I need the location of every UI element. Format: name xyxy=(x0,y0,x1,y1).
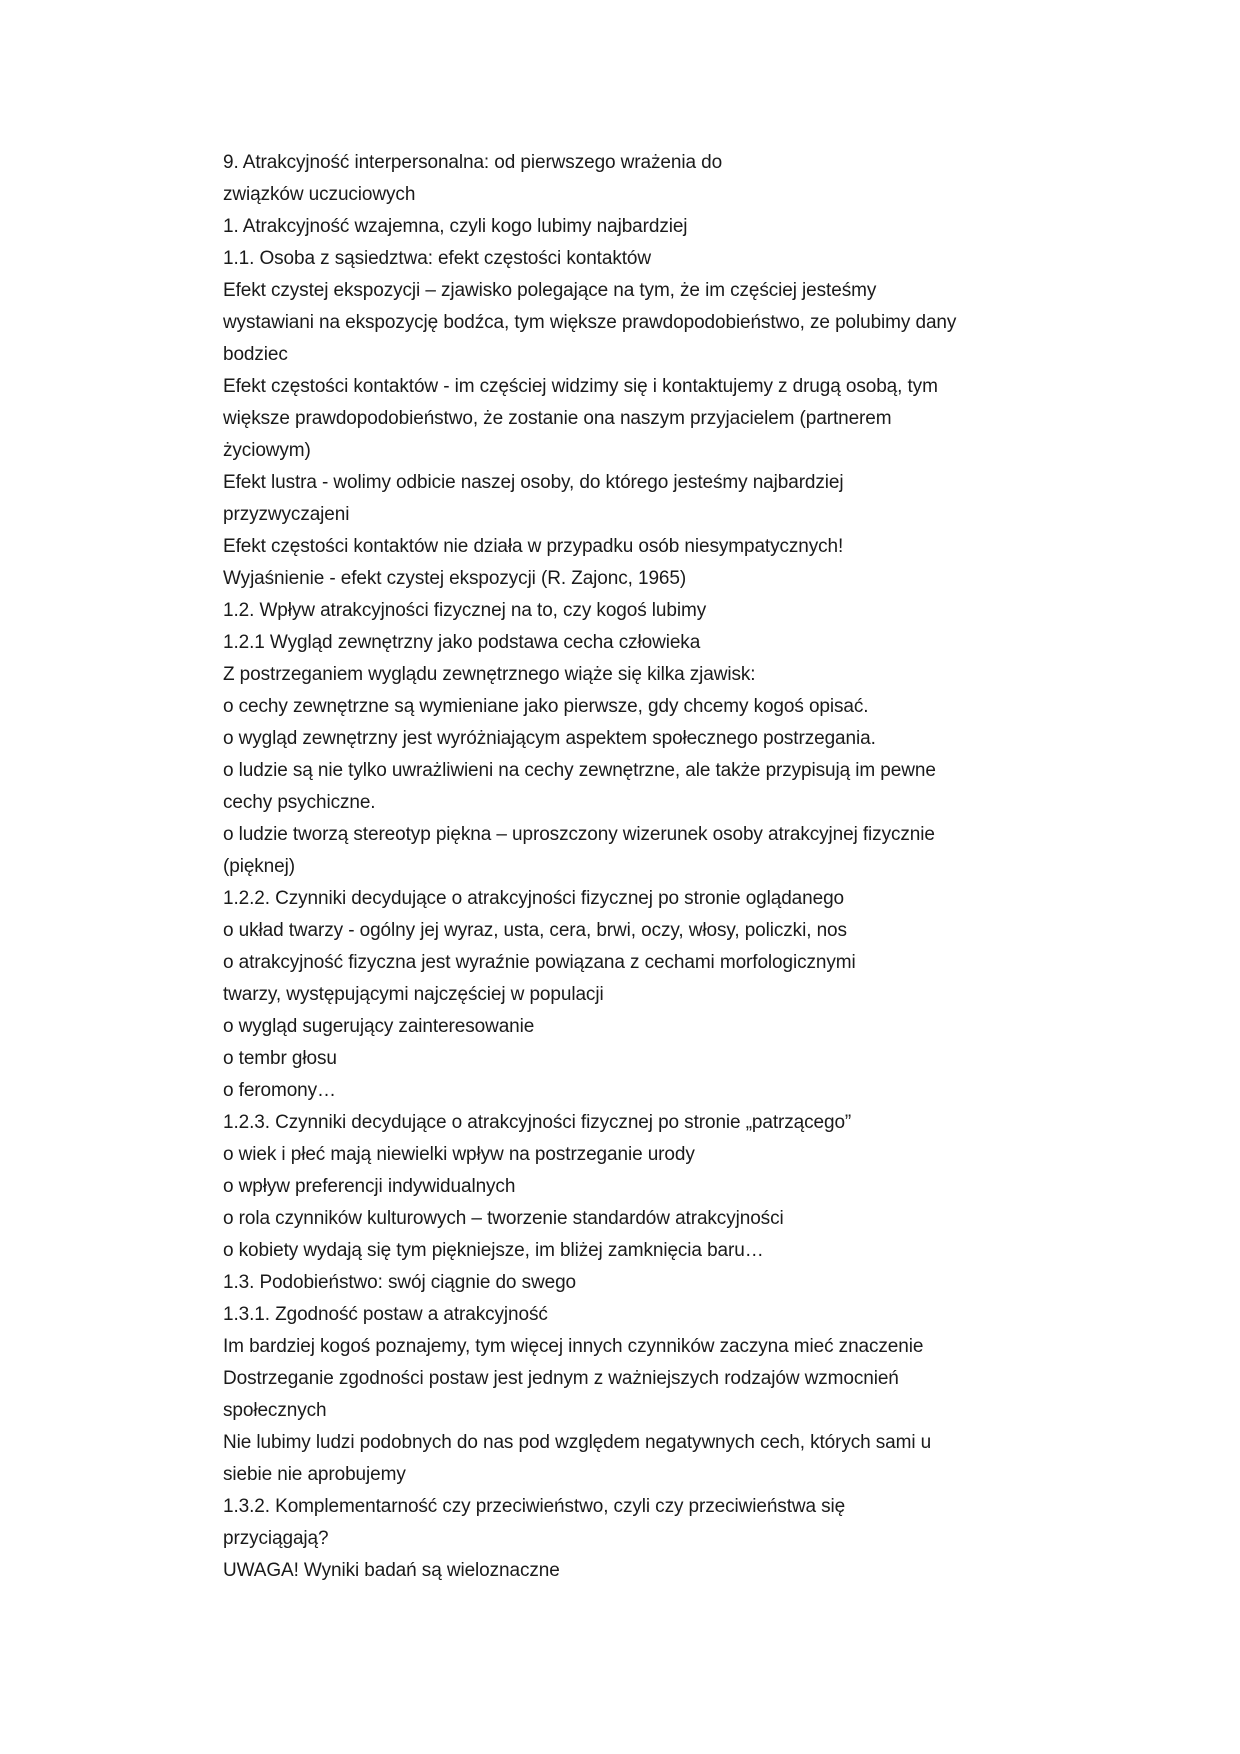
text-line: o układ twarzy - ogólny jej wyraz, usta, cera, brwi, oczy, włosy, policzki, nos xyxy=(223,920,847,941)
text-line: 1.3.1. Zgodność postaw a atrakcyjność xyxy=(223,1304,548,1325)
text-line: (pięknej) xyxy=(223,856,295,877)
text-line: związków uczuciowych xyxy=(223,184,416,205)
text-line: przyciągają? xyxy=(223,1528,329,1549)
text-line: 1.2. Wpływ atrakcyjności fizycznej na to, czy kogoś lubimy xyxy=(223,600,707,621)
text-line: UWAGA! Wyniki badań są wieloznaczne xyxy=(223,1560,560,1581)
text-line: o ludzie są nie tylko uwrażliwieni na cechy zewnętrzne, ale także przypisują im pewne xyxy=(223,760,936,781)
text-line: bodziec xyxy=(223,344,288,365)
text-line: siebie nie aprobujemy xyxy=(223,1464,406,1485)
text-line: o wpływ preferencji indywidualnych xyxy=(223,1176,516,1197)
text-line: cechy psychiczne. xyxy=(223,792,376,813)
text-line: o kobiety wydają się tym piękniejsze, im bliżej zamknięcia baru… xyxy=(223,1240,764,1261)
text-line: 1.2.3. Czynniki decydujące o atrakcyjności fizycznej po stronie „patrzącego” xyxy=(223,1112,852,1133)
text-line: 1.3.2. Komplementarność czy przeciwieństwo, czyli czy przeciwieństwa się xyxy=(223,1496,846,1517)
text-line: społecznych xyxy=(223,1400,327,1421)
text-line: Dostrzeganie zgodności postaw jest jednym z ważniejszych rodzajów wzmocnień xyxy=(223,1368,899,1389)
text-line: 9. Atrakcyjność interpersonalna: od pierwszego wrażenia do xyxy=(223,152,723,173)
text-line: o tembr głosu xyxy=(223,1048,337,1069)
text-line: Efekt lustra - wolimy odbicie naszej osoby, do którego jesteśmy najbardziej xyxy=(223,472,844,493)
text-line: Wyjaśnienie - efekt czystej ekspozycji (R. Zajonc, 1965) xyxy=(223,568,687,589)
text-line: o wiek i płeć mają niewielki wpływ na postrzeganie urody xyxy=(223,1144,695,1165)
text-line: o wygląd zewnętrzny jest wyróżniającym aspektem społecznego postrzegania. xyxy=(223,728,876,749)
text-line: 1.2.2. Czynniki decydujące o atrakcyjności fizycznej po stronie oglądanego xyxy=(223,888,845,909)
text-line: 1.1. Osoba z sąsiedztwa: efekt częstości kontaktów xyxy=(223,248,651,269)
text-line: o atrakcyjność fizyczna jest wyraźnie powiązana z cechami morfologicznymi xyxy=(223,952,856,973)
text-line: o wygląd sugerujący zainteresowanie xyxy=(223,1016,535,1037)
text-line: o rola czynników kulturowych – tworzenie standardów atrakcyjności xyxy=(223,1208,784,1229)
text-line: przyzwyczajeni xyxy=(223,504,350,525)
text-line: Nie lubimy ludzi podobnych do nas pod względem negatywnych cech, których sami u xyxy=(223,1432,932,1453)
text-line: 1.3. Podobieństwo: swój ciągnie do swego xyxy=(223,1272,577,1293)
text-line: Efekt częstości kontaktów nie działa w przypadku osób niesympatycznych! xyxy=(223,536,844,557)
text-line: Z postrzeganiem wyglądu zewnętrznego wiąże się kilka zjawisk: xyxy=(223,664,756,685)
text-line: twarzy, występującymi najczęściej w populacji xyxy=(223,984,604,1005)
text-line: Efekt czystej ekspozycji – zjawisko polegające na tym, że im częściej jesteśmy xyxy=(223,280,877,301)
text-line: życiowym) xyxy=(223,440,311,461)
text-line: o ludzie tworzą stereotyp piękna – uproszczony wizerunek osoby atrakcyjnej fizycznie xyxy=(223,824,935,845)
text-line: 1. Atrakcyjność wzajemna, czyli kogo lubimy najbardziej xyxy=(223,216,688,237)
text-line: wystawiani na ekspozycję bodźca, tym większe prawdopodobieństwo, ze polubimy dany xyxy=(223,312,957,333)
text-line: Efekt częstości kontaktów - im częściej widzimy się i kontaktujemy z drugą osobą, tym xyxy=(223,376,938,397)
text-line: większe prawdopodobieństwo, że zostanie ona naszym przyjacielem (partnerem xyxy=(223,408,892,429)
text-line: Im bardziej kogoś poznajemy, tym więcej innych czynników zaczyna mieć znaczenie xyxy=(223,1336,924,1357)
document-text xyxy=(223,147,1123,1587)
text-line: o cechy zewnętrzne są wymieniane jako pierwsze, gdy chcemy kogoś opisać. xyxy=(223,696,869,717)
text-line: 1.2.1 Wygląd zewnętrzny jako podstawa cecha człowieka xyxy=(223,632,701,653)
text-line: o feromony… xyxy=(223,1080,336,1101)
